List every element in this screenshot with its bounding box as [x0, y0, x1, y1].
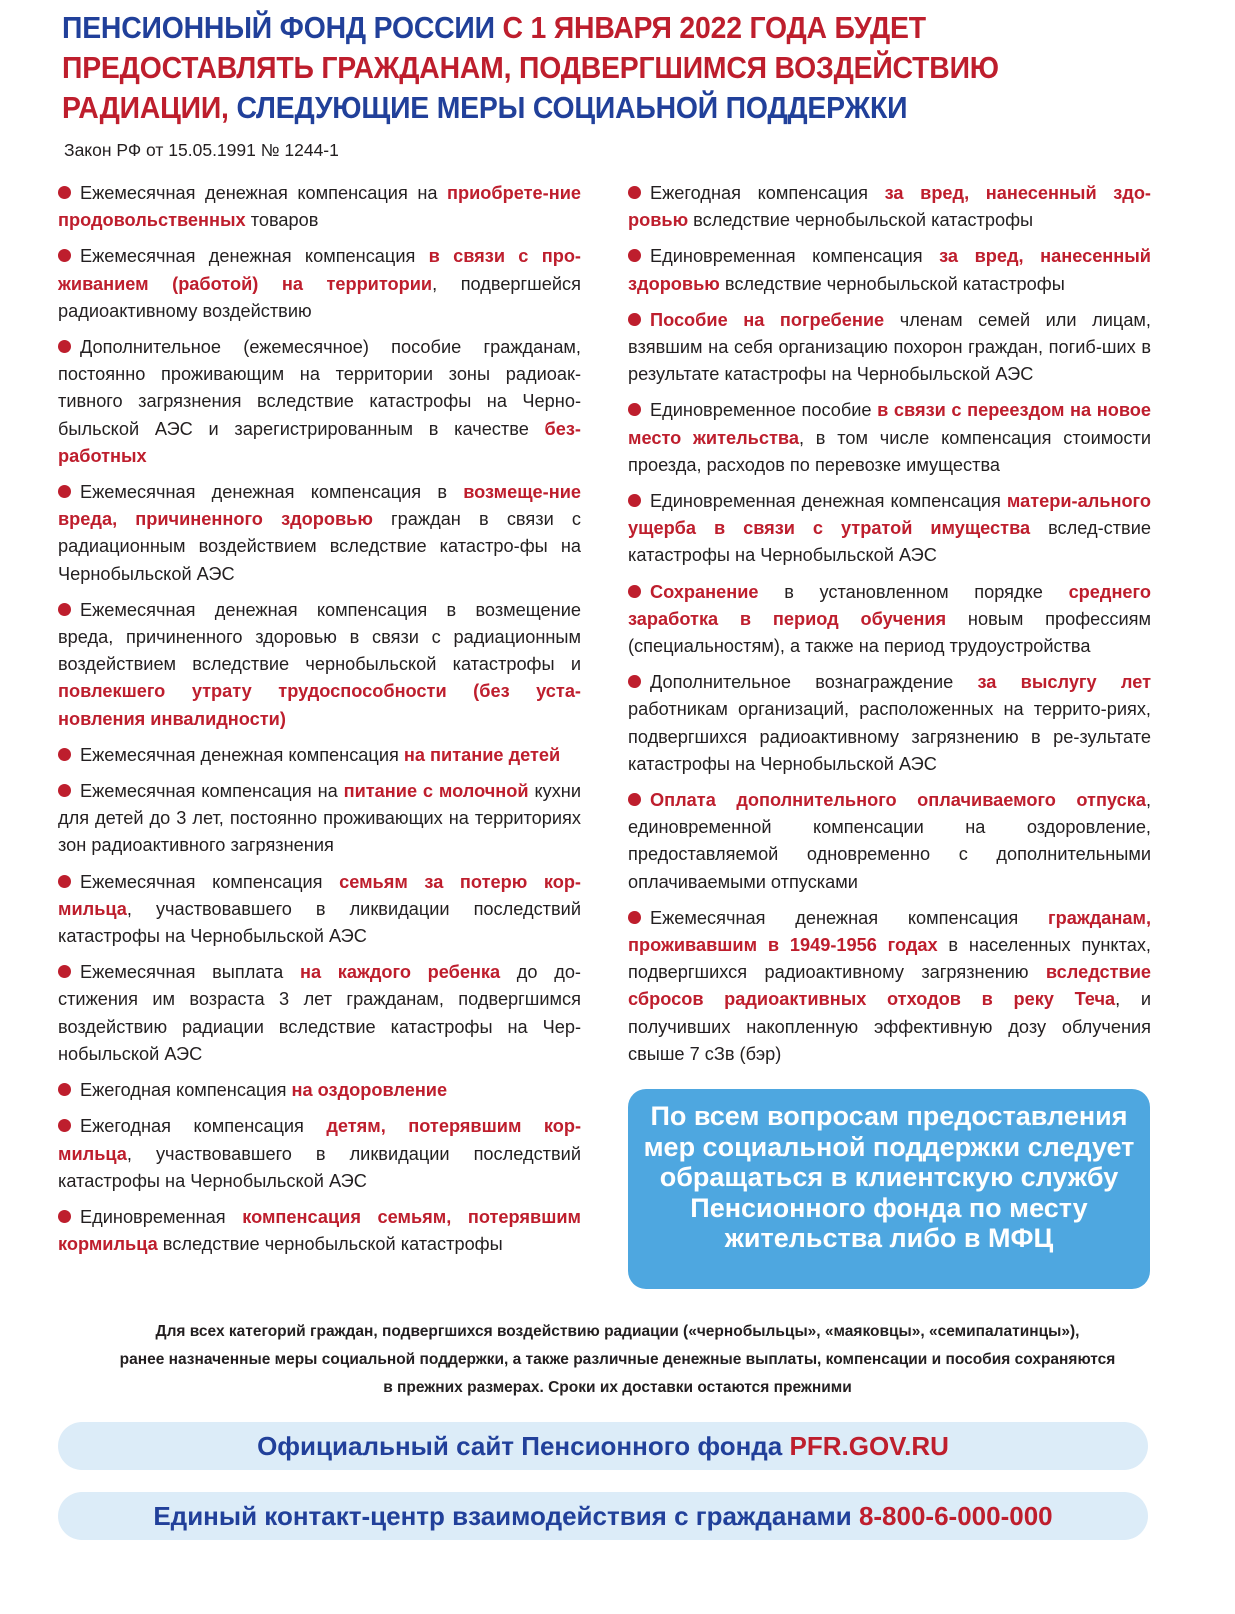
measure-text: Дополнительное (ежемесячное) пособие гражданам, постоянно проживающим на территории зоны радиоак-тивного загрязнения вследствие катастрофы на Черно-быльской АЭС и зарегистрированным в качестве — [58, 337, 581, 439]
measure-highlight: в связи с переездом на новое место жительства — [628, 400, 1151, 448]
measure-item — [628, 669, 1151, 778]
measure-text: Единовременная компенсация — [650, 246, 940, 267]
measure-highlight: на каждого ребенка — [299, 962, 501, 983]
title-part-measures: СЛЕДУЮЩИЕ МЕРЫ СОЦИАЬНОЙ ПОДДЕРЖКИ — [228, 91, 908, 125]
bullet-icon — [628, 313, 641, 326]
measure-item — [628, 579, 1151, 661]
measure-text: , и получивших накопленную эффективную дозу облучения свыше 7 сЗв (бэр) — [628, 989, 1152, 1064]
measure-highlight: Сохранение — [650, 581, 759, 602]
measure-item — [58, 1204, 581, 1258]
measure-text: Ежемесячная денежная компенсация — [80, 744, 404, 765]
bullet-icon — [628, 911, 641, 924]
measure-highlight: Пособие на погребение — [650, 309, 885, 330]
title-part-org: ПЕНСИОННЫЙ ФОНД РОССИИ — [62, 11, 503, 45]
measure-text: Ежемесячная выплата — [80, 962, 300, 983]
title-part-citizens: ГРАЖДАНАМ, ПОДВЕРГШИМСЯ ВОЗДЕЙСТВИЮ РАДИАЦИИ, — [62, 51, 999, 125]
title-part-date: С 1 ЯНВАРЯ 2022 ГОДА БУДЕТ ПРЕДОСТАВЛЯТЬ — [62, 11, 926, 85]
measure-highlight: матери-ального ущерба в связи с утратой имущества — [628, 491, 1151, 539]
phone-number[interactable]: 8-800-6-000-000 — [858, 1501, 1053, 1531]
bullet-icon — [58, 875, 71, 888]
measure-text: Ежемесячная денежная компенсация в возмещение вреда, причиненного здоровью в связи с радиационным воздействием вследствие чернобыльской катастрофы и — [58, 599, 581, 675]
page-title — [62, 8, 1104, 128]
measure-highlight: приобрете-ние продовольственных — [58, 183, 581, 231]
measure-text: новым профессиям (специальностям), а также на период трудоустройства — [628, 608, 1151, 657]
measure-highlight: возмеще-ние вреда, причиненного здоровью — [58, 482, 581, 530]
measure-text: , подвергшейся радиоактивному воздействию — [58, 273, 581, 321]
measures-list-left — [58, 180, 581, 1267]
measure-text: Единовременное пособие — [650, 400, 878, 421]
footnote-line: Для всех категорий граждан, подвергшихся воздействию радиации («чернобыльцы», «маяковцы», «семипалатинцы»), — [155, 1323, 1080, 1340]
phone-banner — [58, 1492, 1148, 1540]
website-label: Официальный сайт Пенсионного фонда — [257, 1431, 790, 1461]
measure-text: Ежегодная компенсация — [80, 1080, 292, 1101]
measure-text: в населенных пунктах, подвергшихся радиоактивному загрязнению — [628, 935, 1151, 983]
bullet-icon — [58, 603, 71, 616]
measure-item — [58, 334, 581, 470]
measure-highlight: на оздоровление — [291, 1080, 448, 1101]
measure-item — [58, 597, 581, 733]
measure-text: Ежемесячная компенсация — [80, 871, 340, 892]
measure-highlight: за вред, нанесенный здоровью — [628, 246, 1151, 294]
bullet-icon — [58, 965, 71, 978]
measure-item — [628, 307, 1151, 389]
measure-highlight: семьям за потерю кор-мильца — [58, 871, 581, 919]
measure-highlight: без-работных — [58, 418, 581, 466]
measure-text: Ежегодная компенсация — [80, 1116, 327, 1137]
measure-item — [58, 243, 581, 325]
measure-text: Дополнительное вознаграждение — [650, 672, 978, 693]
bullet-icon — [628, 675, 641, 688]
phone-label: Единый контакт-центр взаимодействия с гражданами — [153, 1501, 859, 1531]
bullet-icon — [628, 403, 641, 416]
measure-item — [628, 243, 1151, 297]
measure-item — [628, 787, 1151, 896]
bullet-icon — [58, 1119, 71, 1132]
measure-highlight: среднего заработка в период обучения — [628, 581, 1151, 629]
measure-highlight: в связи с про-живанием (работой) на территории — [58, 246, 581, 294]
law-reference: Закон РФ от 15.05.1991 № 1244-1 — [64, 140, 339, 160]
website-link[interactable]: PFR.GOV.RU — [789, 1431, 949, 1461]
website-banner — [58, 1422, 1148, 1470]
measure-text: Единовременная — [80, 1206, 243, 1227]
measure-text: Ежемесячная денежная компенсация в — [80, 482, 464, 503]
measure-text: Ежемесячная денежная компенсация на — [80, 183, 448, 203]
measure-item — [58, 1113, 581, 1195]
measure-item — [628, 180, 1151, 234]
measure-item — [58, 778, 581, 860]
bullet-icon — [628, 793, 641, 806]
measure-text: кухни для детей до 3 лет, постоянно проживающих на территориях зон радиоактивного загрязнения — [58, 781, 582, 856]
measure-item — [58, 479, 581, 588]
bullet-icon — [58, 1083, 71, 1096]
measure-text: Единовременная денежная компенсация — [650, 491, 1007, 512]
measures-list-right — [628, 180, 1151, 1077]
measure-item — [628, 397, 1151, 479]
bullet-icon — [58, 1210, 71, 1223]
measure-item — [58, 180, 581, 234]
bullet-icon — [628, 585, 641, 598]
measure-item — [628, 905, 1151, 1068]
measure-text: членам семей или лицам, взявшим на себя организацию похорон граждан, погиб-ших в результате катастрофы на Чернобыльской АЭС — [628, 309, 1151, 385]
measure-highlight: детям, потерявшим кор-мильца — [58, 1116, 582, 1164]
bullet-icon — [58, 249, 71, 262]
bullet-icon — [628, 494, 641, 507]
measure-text: Ежегодная компенсация — [650, 183, 885, 203]
measure-text: вследствие чернобыльской катастрофы — [719, 273, 1065, 294]
bullet-icon — [58, 485, 71, 498]
measure-text: , участвовавшего в ликвидации последствий катастрофы на Чернобыльской АЭС — [58, 898, 581, 947]
bullet-icon — [628, 186, 641, 199]
measure-highlight: Оплата дополнительного оплачиваемого отпуска — [650, 790, 1146, 811]
measure-text: в установленном порядке — [758, 581, 1069, 602]
measure-text: Ежемесячная компенсация на — [80, 781, 344, 802]
measure-text: граждан в связи с радиационным воздействием вследствие катастро-фы на Чернобыльской АЭС — [58, 509, 581, 584]
measure-highlight: за выслугу лет — [977, 672, 1151, 693]
measure-highlight: вследствие сбросов радиоактивных отходов в реку Теча — [628, 962, 1151, 1010]
measure-text: вслед-ствие катастрофы на Чернобыльской АЭС — [628, 518, 1151, 566]
measure-highlight: компенсация семьям, потерявшим кормильца — [58, 1206, 581, 1255]
measure-item — [58, 1077, 581, 1104]
contact-info-box: По всем вопросам предоставления мер социальной поддержки следует обращаться в клиентскую службу Пенсионного фонда по месту жительства либо в МФЦ — [628, 1089, 1150, 1289]
measure-text: Ежемесячная денежная компенсация — [650, 907, 1049, 928]
measure-highlight: повлекшего утрату трудоспособности (без уста-новления инвалидности) — [58, 681, 581, 729]
bullet-icon — [58, 186, 71, 199]
measure-text: вследствие чернобыльской катастрофы — [157, 1234, 503, 1255]
footnote — [40, 1318, 1195, 1402]
measure-text: вследствие чернобыльской катастрофы — [688, 210, 1034, 231]
bullet-icon — [628, 249, 641, 262]
measure-text: товаров — [245, 210, 319, 231]
measure-item — [58, 869, 581, 951]
bullet-icon — [58, 748, 71, 761]
measure-highlight: за вред, нанесенный здо-ровью — [628, 183, 1151, 231]
measure-item — [58, 742, 581, 769]
measure-item — [628, 488, 1151, 570]
measure-text: , участвовавшего в ликвидации последствий катастрофы на Чернобыльской АЭС — [58, 1143, 581, 1191]
measure-text: до до-стижения им возраста 3 лет гражданам, подвергшимся воздействию радиации вследствие катастрофы на Чер-нобыльской АЭС — [58, 962, 581, 1064]
bullet-icon — [58, 784, 71, 797]
measure-text: , единовременной компенсации на оздоровление, предоставляемой одновременно с дополнительными оплачиваемыми отпусками — [628, 790, 1151, 892]
measure-highlight: гражданам, проживавшим в 1949-1956 годах — [628, 907, 1151, 956]
bullet-icon — [58, 340, 71, 353]
measure-text: работникам организаций, расположенных на террито-риях, подвергшихся радиоактивному загрязнению в ре-зультате катастрофы на Чернобыльской АЭС — [628, 699, 1151, 774]
footnote-line: ранее назначенные меры социальной поддержки, а также различные денежные выплаты, компенсации и пособия сохраняются — [119, 1351, 1116, 1368]
measure-highlight: питание с молочной — [343, 781, 529, 802]
footnote-line: в прежних размерах. Сроки их доставки остаются прежними — [383, 1379, 852, 1396]
measure-text: , в том числе компенсация стоимости проезда, расходов по перевозке имущества — [628, 427, 1151, 475]
measure-item — [58, 959, 581, 1068]
measure-text: Ежемесячная денежная компенсация — [80, 246, 429, 267]
measure-highlight: на питание детей — [403, 744, 561, 765]
